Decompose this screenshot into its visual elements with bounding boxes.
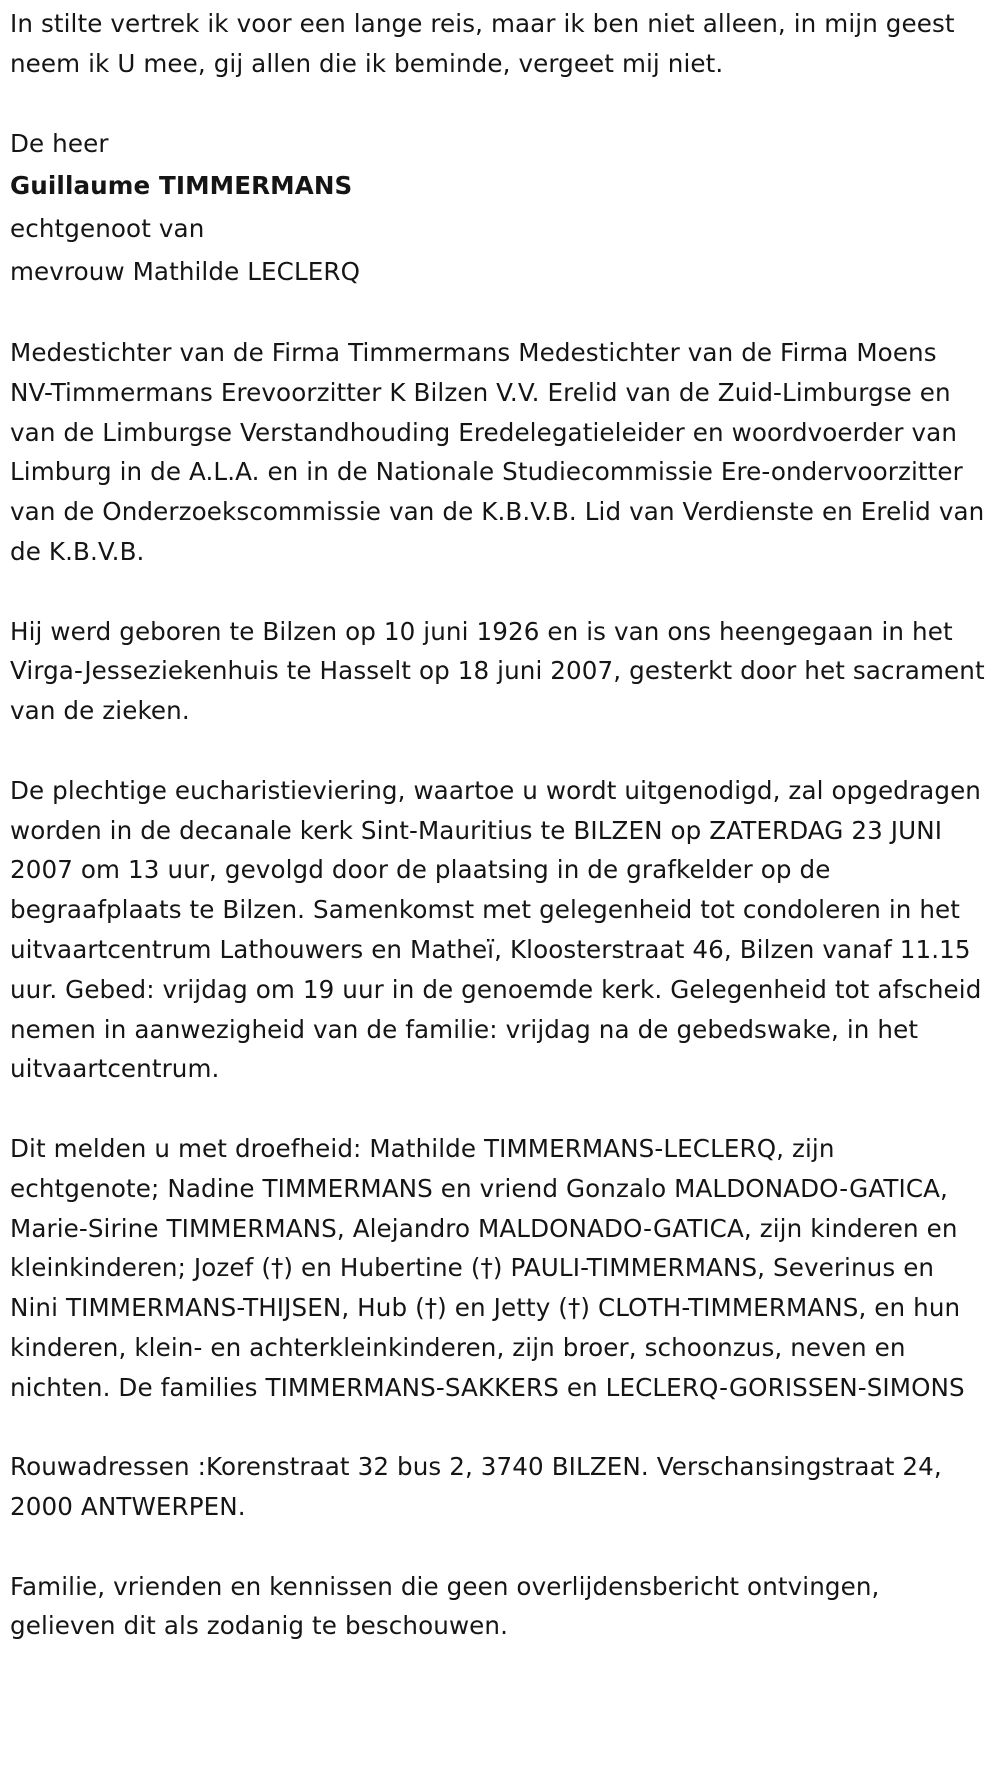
ceremony-paragraph: De plechtige eucharistieviering, waartoe u wordt uitgenodigd, zal opgedragen worden in de decanale kerk Sint-Mauritius te BILZEN op ZATERDAG 23 JUNI 2007 om 13 uur, gevolgd door de plaatsing in de grafkelder op de begraafplaats te Bilzen. Samenkomst met gelegenheid tot condoleren in het uitvaartcentrum Lathouwers en Matheï, Kloosterstraat 46, Bilzen vanaf 11.15 uur. Gebed: vrijdag om 19 uur in de genoemde kerk. Gelegenheid tot afscheid nemen in aanwezigheid van de familie: vrijdag na de gebedswake, in het uitvaartcentrum. — [10, 775, 982, 1084]
obituary-document — [10, 4, 985, 1646]
opening-verse: In stilte vertrek ik voor een lange reis, maar ik ben niet alleen, in mijn geest neem ik U mee, gij allen die ik beminde, vergeet mij niet. — [10, 9, 955, 78]
closing-paragraph: Familie, vrienden en kennissen die geen overlijdensbericht ontvingen, gelieven dit als zodanig te beschouwen. — [10, 1571, 880, 1641]
titles-paragraph: Medestichter van de Firma Timmermans Medestichter van de Firma Moens NV-Timmermans Erevoorzitter K Bilzen V.V. Erelid van de Zuid-Limburgse en van de Limburgse Verstandhouding Eredelegatieleider en woordvoerder van Limburg in de A.L.A. en in de Nationale Studiecommissie Ere-ondervoorzitter van de Onderzoekscommissie van de K.B.V.B. Lid van Verdienste en Erelid van de K.B.V.B. — [10, 337, 985, 566]
announcers-paragraph: Dit melden u met droefheid: Mathilde TIMMERMANS-LECLERQ, zijn echtgenote; Nadine TIMMERMANS en vriend Gonzalo MALDONADO-GATICA, Marie-Sirine TIMMERMANS, Alejandro MALDONADO-GATICA, zijn kinderen en kleinkinderen; Jozef (†) en Hubertine (†) PAULI-TIMMERMANS, Severinus en Nini TIMMERMANS-THIJSEN, Hub (†) en Jetty (†) CLOTH-TIMMERMANS, en hun kinderen, klein- en achterkleinkinderen, zijn broer, schoonzus, neven en nichten. De families TIMMERMANS-SAKKERS en LECLERQ-GORISSEN-SIMONS — [10, 1133, 965, 1402]
addresses-paragraph: Rouwadressen :Korenstraat 32 bus 2, 3740 BILZEN. Verschansingstraat 24, 2000 ANTWERPEN. — [10, 1452, 942, 1522]
salutation: De heer — [10, 129, 109, 159]
relation: echtgenoot van — [10, 213, 205, 243]
spouse-name: mevrouw Mathilde LECLERQ — [10, 256, 361, 286]
deceased-name: Guillaume TIMMERMANS — [10, 171, 353, 201]
deceased-section — [10, 123, 985, 293]
birth-death-paragraph: Hij werd geboren te Bilzen op 10 juni 1926 en is van ons heengegaan in het Virga-Jesseziekenhuis te Hasselt op 18 juni 2007, gesterkt door het sacrament van de zieken. — [10, 616, 985, 726]
